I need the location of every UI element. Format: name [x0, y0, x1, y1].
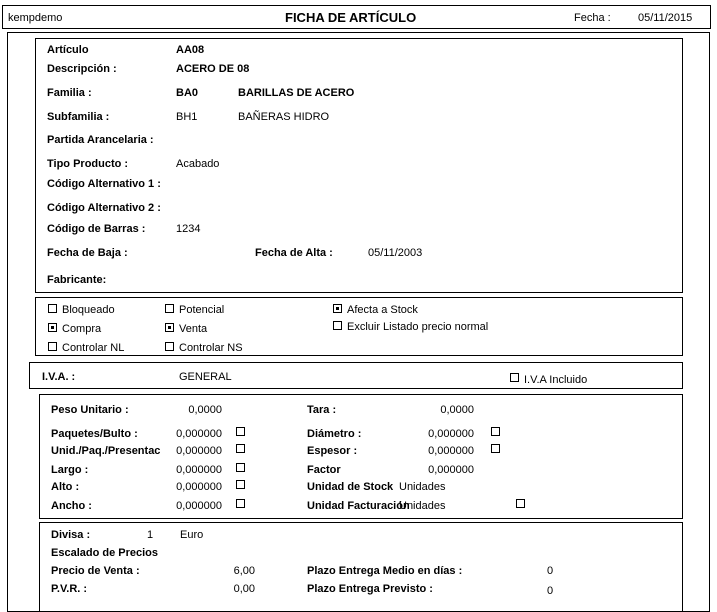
paquetes-value: 0,000000: [176, 428, 222, 440]
factor-label: Factor: [307, 464, 341, 476]
largo-checkbox[interactable]: [236, 463, 245, 472]
ancho-value: 0,000000: [176, 500, 222, 512]
excluir-label: Excluir Listado precio normal: [347, 321, 489, 333]
unid-label: Unid./Paq./Presentac: [51, 445, 161, 457]
precio-venta-value: 6,00: [233, 565, 255, 577]
iva-incluido-checkbox[interactable]: [510, 373, 519, 382]
bloqueado-label: Bloqueado: [62, 304, 115, 316]
divisa-name: Euro: [180, 529, 204, 541]
familia-name: BARILLAS DE ACERO: [238, 87, 355, 99]
alta-value: 05/11/2003: [368, 247, 423, 259]
company-name: kempdemo: [8, 12, 63, 24]
unidad-fact-label: Unidad Facturación: [307, 500, 410, 512]
potencial-label: Potencial: [179, 304, 225, 316]
diametro-value: 0,000000: [428, 428, 474, 440]
unid-checkbox[interactable]: [236, 444, 245, 453]
date-label: Fecha :: [574, 12, 611, 24]
plazo-medio-value: 0: [547, 565, 554, 577]
articulo-value: AA08: [176, 44, 205, 56]
tipo-label: Tipo Producto :: [47, 158, 129, 170]
iva-value: GENERAL: [179, 371, 232, 383]
descripcion-label: Descripción :: [47, 63, 117, 75]
tipo-value: Acabado: [176, 158, 220, 170]
bloqueado-checkbox[interactable]: [48, 304, 57, 313]
largo-label: Largo :: [51, 464, 89, 476]
unidad-fact-checkbox[interactable]: [516, 499, 525, 508]
espesor-value: 0,000000: [428, 445, 474, 457]
alto-checkbox[interactable]: [236, 480, 245, 489]
plazo-medio-label: Plazo Entrega Medio en días :: [307, 565, 463, 577]
iva-label: I.V.A. :: [42, 371, 76, 383]
ancho-label: Ancho :: [51, 500, 92, 512]
peso-label: Peso Unitario :: [51, 404, 129, 416]
espesor-label: Espesor :: [307, 445, 358, 457]
peso-value: 0,0000: [188, 404, 222, 416]
controlar-ns-label: Controlar NS: [179, 342, 243, 354]
largo-value: 0,000000: [176, 464, 222, 476]
controlar-ns-checkbox[interactable]: [165, 342, 174, 351]
espesor-checkbox[interactable]: [491, 444, 500, 453]
venta-checkbox[interactable]: [165, 323, 174, 332]
afecta-stock-label: Afecta a Stock: [347, 304, 418, 316]
diametro-label: Diámetro :: [307, 428, 362, 440]
compra-checkbox[interactable]: [48, 323, 57, 332]
precio-venta-label: Precio de Venta :: [51, 565, 140, 577]
compra-label: Compra: [62, 323, 102, 335]
controlar-nl-label: Controlar NL: [62, 342, 125, 354]
familia-label: Familia :: [47, 87, 92, 99]
diametro-checkbox[interactable]: [491, 427, 500, 436]
plazo-previsto-label: Plazo Entrega Previsto :: [307, 583, 433, 595]
venta-label: Venta: [179, 323, 208, 335]
alta-label: Fecha de Alta :: [255, 247, 333, 259]
tara-label: Tara :: [307, 404, 337, 416]
unidad-stock-value: Unidades: [399, 481, 446, 493]
alto-value: 0,000000: [176, 481, 222, 493]
pvr-value: 0,00: [233, 583, 255, 595]
pvr-label: P.V.R. :: [51, 583, 88, 595]
plazo-previsto-value: 0: [547, 585, 554, 597]
subfamilia-label: Subfamilia :: [47, 111, 110, 123]
barras-label: Código de Barras :: [47, 223, 146, 235]
subfamilia-name: BAÑERAS HIDRO: [238, 111, 330, 123]
descripcion-value: ACERO DE 08: [176, 63, 250, 75]
alto-label: Alto :: [51, 481, 80, 493]
factor-value: 0,000000: [428, 464, 474, 476]
divisa-label: Divisa :: [51, 529, 91, 541]
unidad-stock-label: Unidad de Stock: [307, 481, 394, 493]
escalado-label: Escalado de Precios: [51, 547, 158, 559]
page-title: FICHA DE ARTÍCULO: [285, 10, 417, 25]
tara-value: 0,0000: [440, 404, 474, 416]
baja-label: Fecha de Baja :: [47, 247, 128, 259]
articulo-label: Artículo: [47, 44, 89, 56]
potencial-checkbox[interactable]: [165, 304, 174, 313]
unidad-fact-value: Unidades: [399, 500, 446, 512]
subfamilia-code: BH1: [176, 111, 198, 123]
divisa-code: 1: [147, 529, 154, 541]
iva-incluido-label: I.V.A Incluido: [524, 374, 588, 386]
unid-value: 0,000000: [176, 445, 222, 457]
excluir-checkbox[interactable]: [333, 321, 342, 330]
familia-code: BA0: [176, 87, 199, 99]
controlar-nl-checkbox[interactable]: [48, 342, 57, 351]
ancho-checkbox[interactable]: [236, 499, 245, 508]
partida-label: Partida Arancelaria :: [47, 134, 154, 146]
general-section: [35, 38, 683, 293]
afecta-stock-checkbox[interactable]: [333, 304, 342, 313]
fabricante-label: Fabricante:: [47, 274, 107, 286]
paquetes-label: Paquetes/Bulto :: [51, 428, 138, 440]
date-value: 05/11/2015: [638, 12, 693, 24]
paquetes-checkbox[interactable]: [236, 427, 245, 436]
alt1-label: Código Alternativo 1 :: [47, 178, 161, 190]
alt2-label: Código Alternativo 2 :: [47, 202, 161, 214]
barras-value: 1234: [176, 223, 201, 235]
